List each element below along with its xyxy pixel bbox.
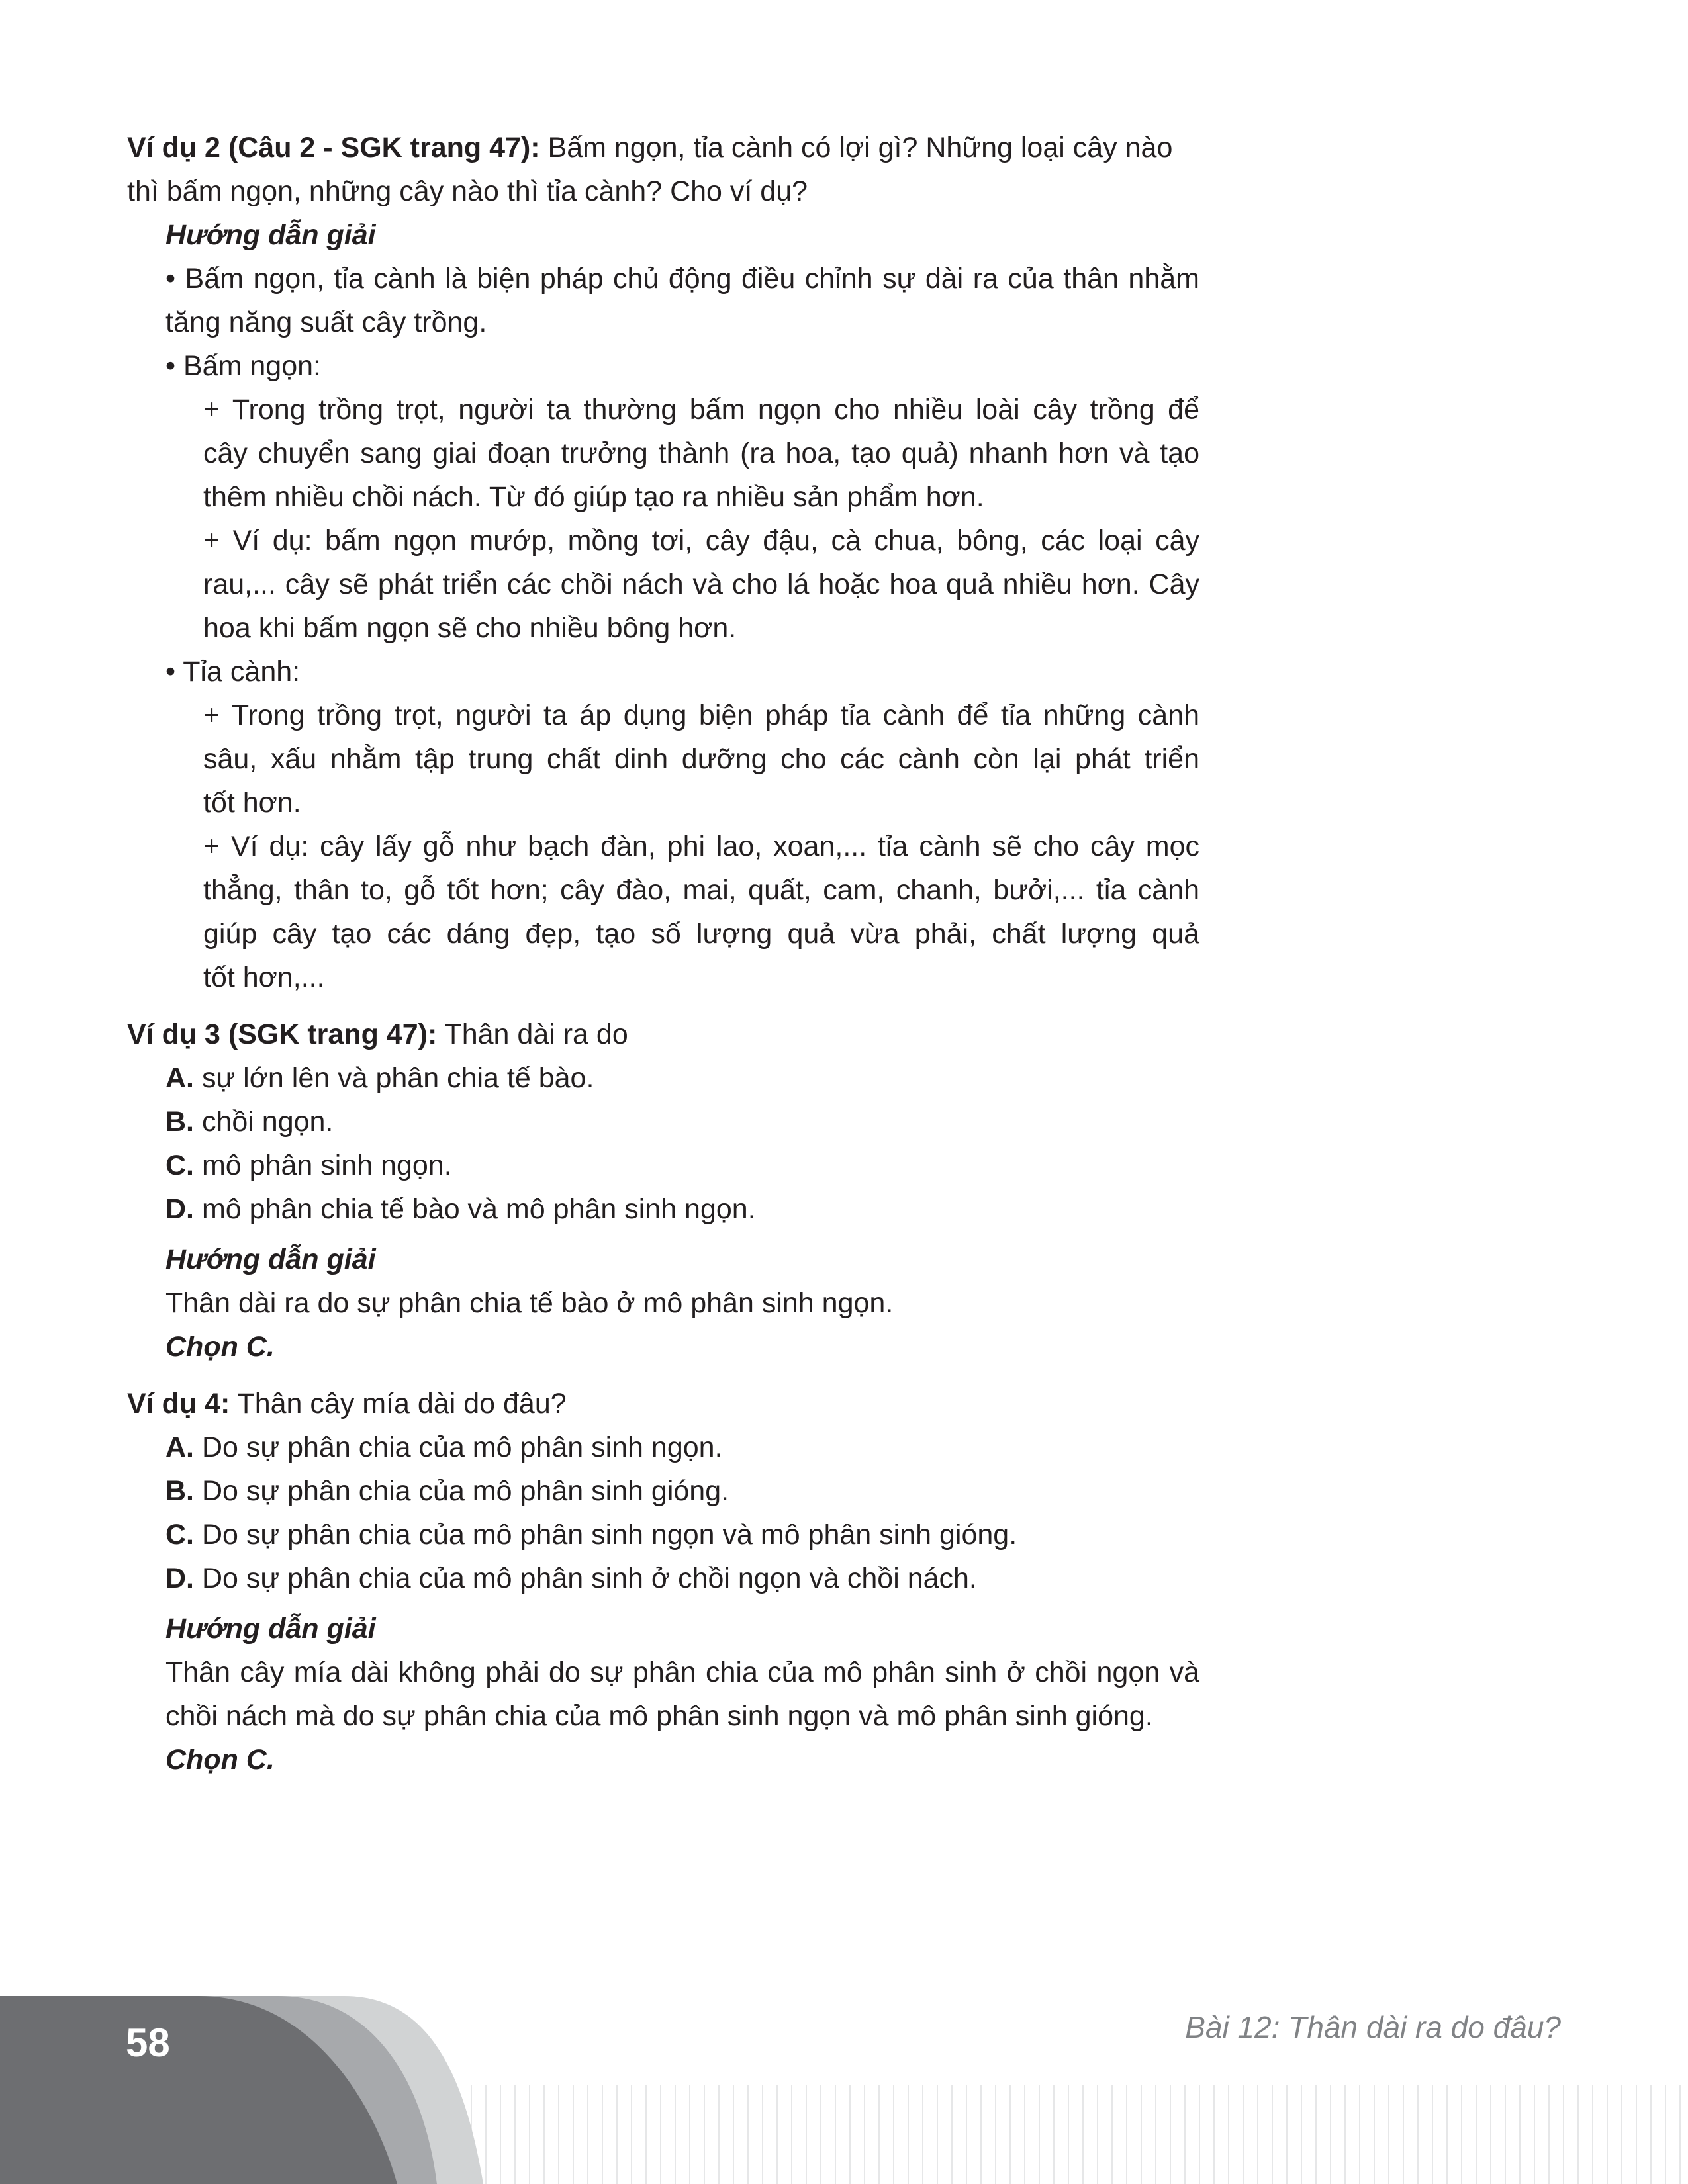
pinch-point-1-line-2: cây chuyển sang giai đoạn trưởng thành (ra hoa, tạo quả) nhanh hơn và tạo (203, 437, 1199, 469)
option-a: A. sự lớn lên và phân chia tế bào. (165, 1062, 594, 1094)
example-2-label: Ví dụ 2 (Câu 2 - SGK trang 47): (127, 132, 540, 163)
option-a: A. Do sự phân chia của mô phân sinh ngọn. (165, 1432, 723, 1463)
option-b: B. chồi ngọn. (165, 1106, 334, 1138)
prune-heading: • Tỉa cành: (165, 656, 301, 688)
example-4-question: Ví dụ 4: Thân cây mía dài do đâu? (127, 1388, 567, 1420)
pinch-point-2-line-1: + Ví dụ: bấm ngọn mướp, mồng tơi, cây đậu, cà chua, bông, các loại cây (203, 525, 1199, 557)
page-footer (0, 1985, 1688, 2184)
example-3-choice: Chọn C. (165, 1331, 275, 1363)
pinch-heading: • Bấm ngọn: (165, 350, 321, 382)
option-c: C. mô phân sinh ngọn. (165, 1150, 452, 1181)
pinch-point-1-line-1: + Trong trồng trọt, người ta thường bấm ngọn cho nhiều loài cây trồng để (203, 394, 1199, 426)
example-3-guide-heading: Hướng dẫn giải (165, 1244, 376, 1275)
example-3-label: Ví dụ 3 (SGK trang 47): (127, 1019, 438, 1050)
running-title: Bài 12: Thân dài ra do đâu? (1185, 2010, 1561, 2044)
example-2-guide-heading: Hướng dẫn giải (165, 219, 376, 251)
example-4-guide-heading: Hướng dẫn giải (165, 1613, 376, 1645)
page-number: 58 (126, 2021, 170, 2065)
example-4-label: Ví dụ 4: (127, 1388, 230, 1420)
example-2-question-line-1: Ví dụ 2 (Câu 2 - SGK trang 47): Bấm ngọn, tỉa cành có lợi gì? Những loại cây nào (127, 132, 1173, 163)
prune-point-1-line-3: tốt hơn. (203, 787, 301, 819)
prune-point-1-line-1: + Trong trồng trọt, người ta áp dụng biện pháp tỉa cành để tỉa những cành (203, 700, 1199, 731)
pinch-point-1-line-3: thêm nhiều chồi nách. Từ đó giúp tạo ra nhiều sản phẩm hơn. (203, 481, 984, 513)
option-b: B. Do sự phân chia của mô phân sinh gióng. (165, 1475, 729, 1507)
page-content (127, 126, 1199, 1782)
example-4-answer-line-2: chồi nách mà do sự phân chia của mô phân sinh ngọn và mô phân sinh gióng. (165, 1700, 1153, 1732)
example-4-answer-line-1: Thân cây mía dài không phải do sự phân chia của mô phân sinh ở chồi ngọn và (165, 1657, 1199, 1688)
pinch-point-2-line-3: hoa khi bấm ngọn sẽ cho nhiều bông hơn. (203, 612, 737, 644)
example-4 (127, 1382, 1199, 1782)
option-d: D. Do sự phân chia của mô phân sinh ở chồi ngọn và chồi nách. (165, 1563, 977, 1594)
example-3 (127, 1013, 1199, 1369)
example-2 (127, 126, 1199, 999)
example-2-intro-line-2: tăng năng suất cây trồng. (165, 306, 487, 338)
option-d: D. mô phân chia tế bào và mô phân sinh ngọn. (165, 1193, 756, 1225)
prune-point-1-line-2: sâu, xấu nhằm tập trung chất dinh dưỡng cho các cành còn lại phát triển (203, 743, 1199, 775)
prune-point-2-line-4: tốt hơn,... (203, 962, 325, 993)
example-3-question: Ví dụ 3 (SGK trang 47): Thân dài ra do (127, 1019, 628, 1050)
prune-point-2-line-1: + Ví dụ: cây lấy gỗ như bạch đàn, phi lao, xoan,... tỉa cành sẽ cho cây mọc (203, 831, 1199, 862)
prune-point-2-line-2: thẳng, thân to, gỗ tốt hơn; cây đào, mai, quất, cam, chanh, bưởi,... tỉa cành (203, 874, 1199, 906)
prune-point-2-line-3: giúp cây tạo các dáng đẹp, tạo số lượng quả vừa phải, chất lượng quả (203, 918, 1199, 950)
option-c: C. Do sự phân chia của mô phân sinh ngọn và mô phân sinh gióng. (165, 1519, 1017, 1551)
pinch-point-2-line-2: rau,... cây sẽ phát triển các chồi nách và cho lá hoặc hoa quả nhiều hơn. Cây (203, 569, 1199, 600)
example-3-answer: Thân dài ra do sự phân chia tế bào ở mô phân sinh ngọn. (165, 1287, 894, 1319)
example-2-question-line-2: thì bấm ngọn, những cây nào thì tỉa cành? Cho ví dụ? (127, 175, 808, 207)
example-4-choice: Chọn C. (165, 1744, 275, 1776)
example-2-intro-line-1: • Bấm ngọn, tỉa cành là biện pháp chủ động điều chỉnh sự dài ra của thân nhằm (165, 263, 1199, 295)
footer-tick-marks (457, 2085, 1680, 2184)
